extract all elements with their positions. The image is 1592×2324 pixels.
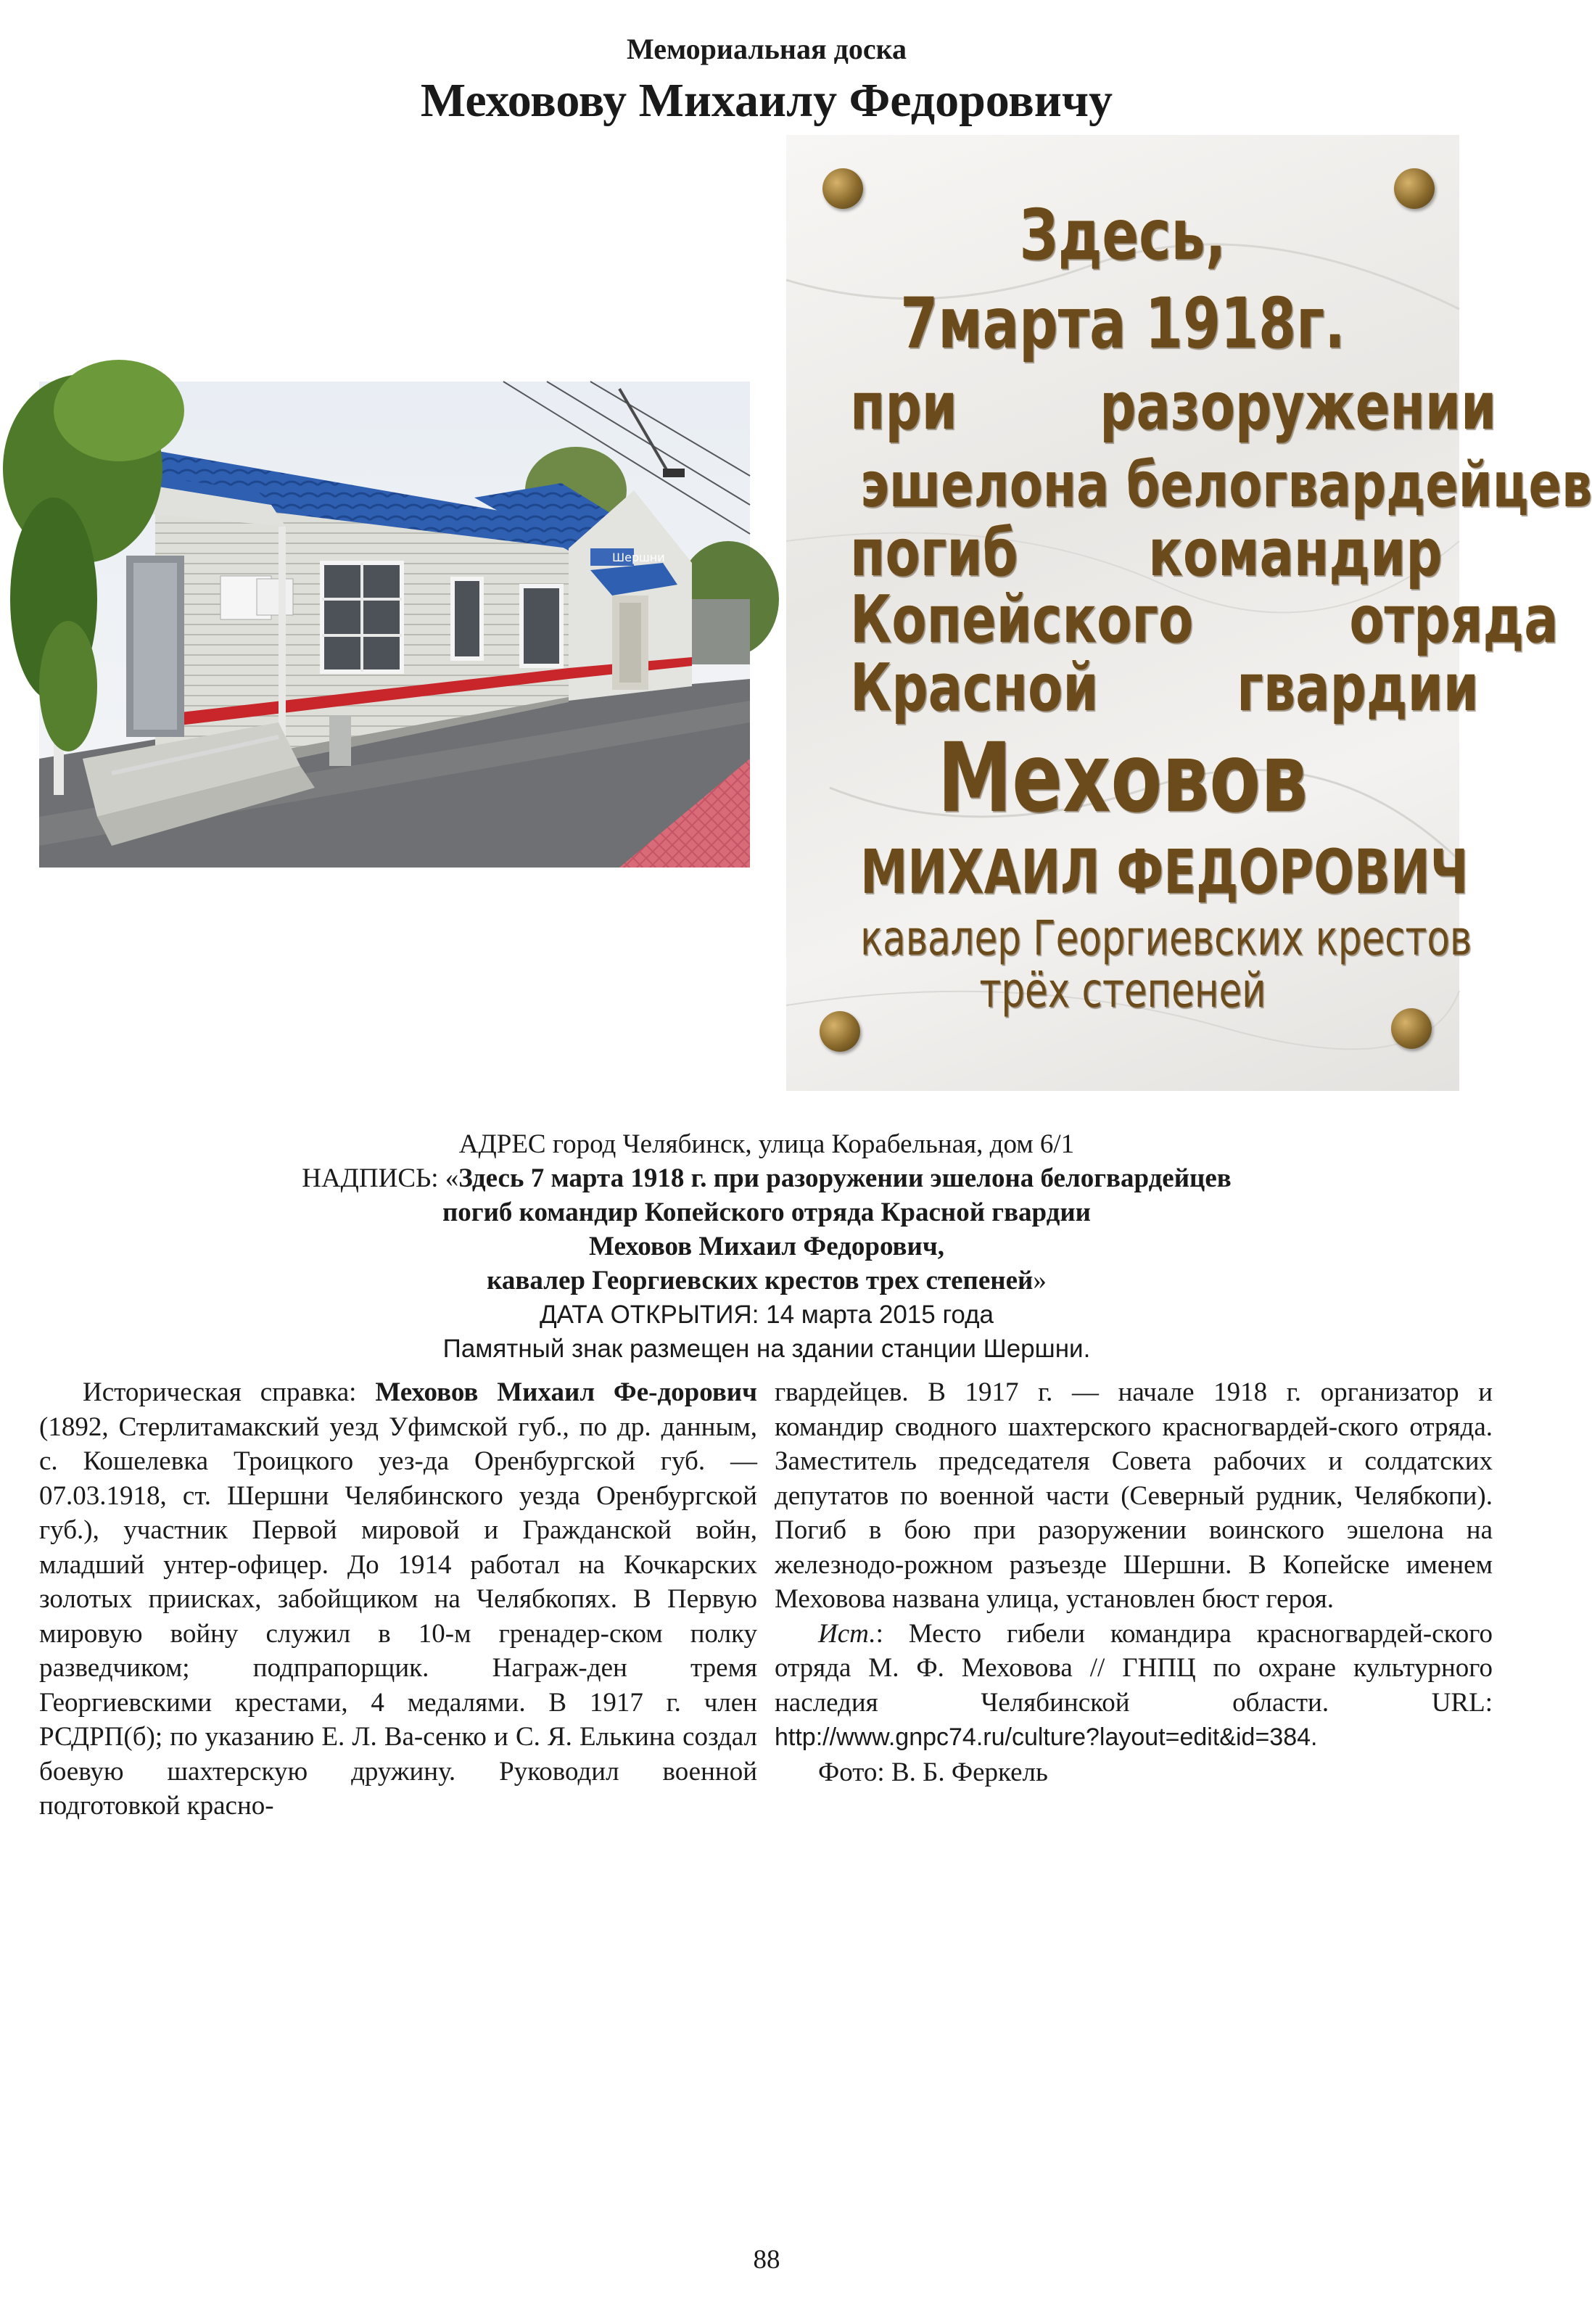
plaque-line: 7марта 1918г. bbox=[900, 283, 1345, 364]
plaque-line bbox=[850, 367, 1496, 447]
inscription-label: НАДПИСЬ: « bbox=[302, 1163, 459, 1193]
plaque-bolt-icon bbox=[1394, 168, 1435, 209]
plaque-bolt-icon bbox=[820, 1011, 860, 1052]
plaque-word: отряда bbox=[1349, 582, 1559, 658]
memorial-plaque-photo bbox=[786, 135, 1592, 1091]
article-left-column bbox=[39, 1375, 757, 1824]
plaque-word: Красной bbox=[850, 650, 1099, 726]
source-url: http://www.gnpc74.ru/culture?layout=edit&id=384. bbox=[775, 1723, 1318, 1751]
plaque-word: гвардии bbox=[1237, 650, 1480, 726]
station-sign: Шершни bbox=[612, 551, 665, 564]
source-label: Ист. bbox=[818, 1618, 876, 1649]
location-note: Памятный знак размещен на здании станции Шершни. bbox=[442, 1335, 1091, 1363]
plaque-word: разоружении bbox=[1099, 368, 1496, 445]
inscription-line bbox=[0, 1161, 1533, 1195]
plaque-line: трёх степеней bbox=[979, 963, 1266, 1018]
note-continued: гвардейцев. В 1917 г. — начале 1918 г. организатор и командир сводного шахтерского красногвардей-ского отряда. Заместитель председателя Совета рабочих и солдатских депутатов по военной части (Северный рудник, Челябкопи). Погиб в бою при разоружении воинского эшелона на железнодо-рожном разъезде Шершни. В Копейске именем Меховова названа улица, установлен бюст героя. bbox=[775, 1377, 1493, 1614]
plaque-line: эшелона белогвардейцев bbox=[860, 449, 1592, 522]
plaque-line: Здесь, bbox=[1019, 194, 1226, 276]
inscription-text: Меховов Михаил Федорович, bbox=[589, 1232, 944, 1261]
address-line: АДРЕС город Челябинск, улица Корабельная, дом 6/1 bbox=[458, 1129, 1075, 1159]
plaque-word: погиб bbox=[850, 515, 1018, 591]
photo-credit: Фото: В. Б. Феркель bbox=[818, 1757, 1048, 1787]
opening-date: ДАТА ОТКРЫТИЯ: 14 марта 2015 года bbox=[539, 1301, 994, 1329]
plaque-line: МИХАИЛ ФЕДОРОВИЧ bbox=[860, 836, 1469, 907]
plaque-word: Копейского bbox=[850, 582, 1194, 658]
historical-note bbox=[39, 1375, 757, 1824]
page-number: 88 bbox=[753, 2245, 780, 2275]
inscription-line bbox=[0, 1264, 1533, 1298]
page-subtitle: Мемориальная доска bbox=[626, 33, 907, 65]
plaque-surname: Меховов bbox=[937, 722, 1308, 834]
plaque-info bbox=[0, 1127, 1533, 1366]
plaque-bolt-icon bbox=[822, 168, 863, 209]
page-title: Меховову Михаилу Федоровичу bbox=[420, 74, 1113, 127]
person-name: Меховов Михаил Фе-дорович bbox=[375, 1377, 757, 1407]
inscription-text: погиб командир Копейского отряда Красной гвардии bbox=[442, 1198, 1092, 1227]
inscription-text: кавалер Георгиевских крестов трех степеней bbox=[487, 1266, 1034, 1295]
source-text: : Место гибели командира красногвардей-ского отряда М. Ф. Меховова // ГНПЦ по охране культурного наследия Челябинской области. URL: bbox=[775, 1618, 1493, 1718]
plaque-line bbox=[850, 648, 1480, 728]
note-text: (1892, Стерлитамакский уезд Уфимской губ., по др. данным, с. Кошелевка Троицкого уез-да Оренбургской губ. — 07.03.1918, ст. Шершни Челябинского уезда Оренбургской губ.), участник Первой мировой и Гражданской войн, младший унтер-офицер. До 1914 работал на Кочкарских золотых приисках, забойщиком на Челябкопях. В Первую мировую войну служил в 10-м гренадер-ском полку разведчиком; подпрапорщик. Награж-ден тремя Георгиевскими крестами, 4 медалями. В 1917 г. член РСДРП(б); по указанию Е. Л. Ва-сенко и С. Я. Елькина создал боевую шахтерскую дружину. Руководил военной подготовкой красно- bbox=[39, 1412, 757, 1821]
article-right-column bbox=[775, 1375, 1493, 1789]
inscription-close: » bbox=[1033, 1266, 1047, 1295]
plaque-line: кавалер Георгиевских крестов bbox=[860, 910, 1472, 966]
source-note bbox=[775, 1617, 1493, 1755]
inscription-line bbox=[0, 1229, 1533, 1264]
inscription-text: Здесь 7 марта 1918 г. при разоружении эшелона белогвардейцев bbox=[458, 1163, 1232, 1193]
plaque-bolt-icon bbox=[1391, 1008, 1432, 1049]
station-building-photo bbox=[39, 382, 750, 868]
plaque-word: при bbox=[850, 368, 957, 445]
inscription-line bbox=[0, 1195, 1533, 1229]
note-lead: Историческая справка: bbox=[83, 1377, 376, 1407]
plaque-word: командир bbox=[1148, 515, 1443, 591]
